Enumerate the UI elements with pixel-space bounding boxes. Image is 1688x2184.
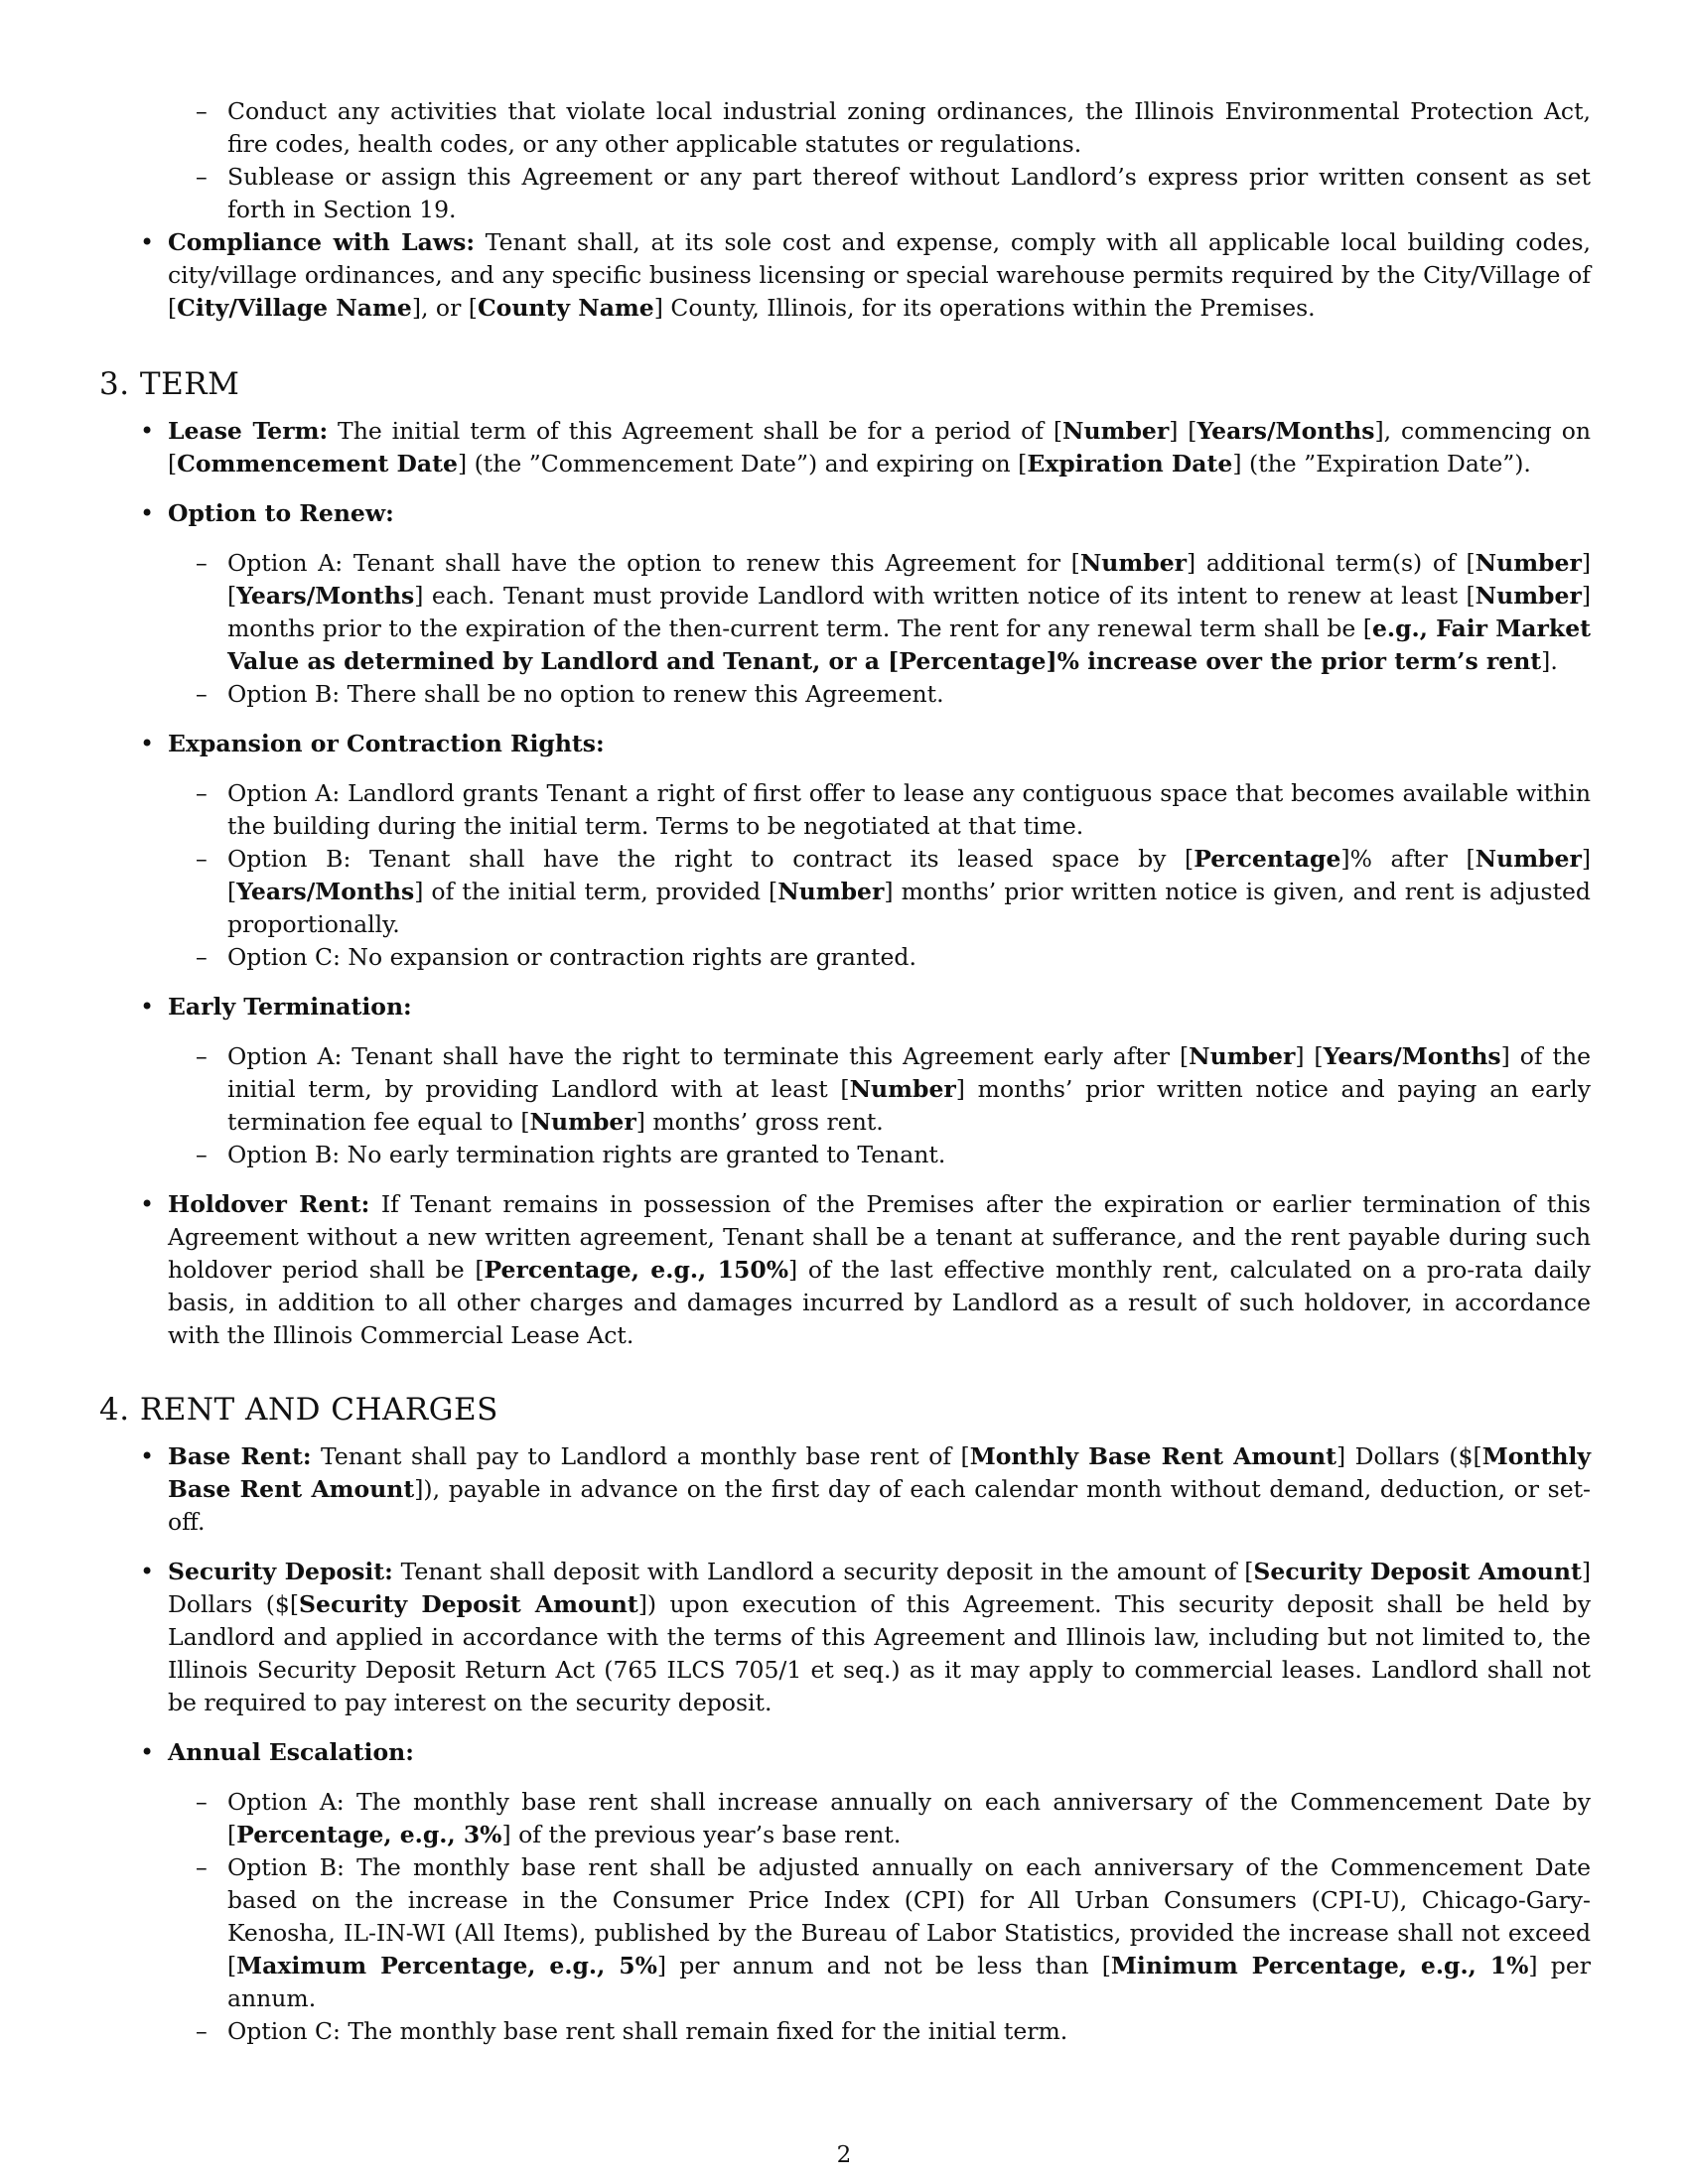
- lease-term-item: • Lease Term: The initial term of this Agreement shall be for a period of [Number] [Years/Months], commencing on [Commencement Date] (the ”Commencement Date”) and expiring on [Expiration Date] (the ”Expiration Date”).: [140, 417, 1591, 478]
- section-heading-term: 3. TERM: [99, 366, 240, 402]
- holdover-rent-item: • Holdover Rent: If Tenant remains in possession of the Premises after the expiration or earlier termination of this Agreement without a new written agreement, Tenant shall be a tenant at sufferance, and the rent payable during such holdover period shall be [Percentage, e.g., 150%] of the last effective monthly rent, calculated on a pro-rata daily basis, in addition to all other charges and damages incurred by Landlord as a result of such holdover, in accordance with the Illinois Commercial Lease Act.: [140, 1190, 1591, 1349]
- section-heading-rent: 4. RENT AND CHARGES: [99, 1392, 498, 1428]
- sub-item: – Option A: Tenant shall have the right to terminate this Agreement early after [Number] [Years/Months] of the initial term, by providing Landlord with at least [Number] months’ prior written notice and paying an early termination fee equal to [Number] months’ gross rent.: [196, 1042, 1592, 1136]
- dash-marker: –: [196, 1141, 208, 1168]
- compliance-item: • Compliance with Laws: Tenant shall, at its sole cost and expense, comply with all applicable local building codes, city/village ordinances, and any specific business licensing or special warehouse permits required by the City/Village of [City/Village Name], or [County Name] County, Illinois, for its operations within the Premises.: [140, 228, 1591, 322]
- dash-marker: –: [196, 97, 208, 125]
- dash-marker: –: [196, 2017, 208, 2045]
- sub-item: – Option C: The monthly base rent shall remain fixed for the initial term.: [99, 2015, 1591, 2048]
- option-to-renew-item: • Option to Renew:: [99, 497, 1591, 530]
- dash-marker: –: [196, 1042, 208, 1070]
- page-content: [99, 95, 1591, 2048]
- sub-item: – Option C: No expansion or contraction rights are granted.: [99, 941, 1591, 974]
- sub-item: – Option B: The monthly base rent shall be adjusted annually on each anniversary of the Commencement Date based on the increase in the Consumer Price Index (CPI) for All Urban Consumers (CPI-U), Chicago-Gary-Kenosha, IL-IN-WI (All Items), published by the Bureau of Labor Statistics, provided the increase shall not exceed [Maximum Percentage, e.g., 5%] per annum and not be less than [Minimum Percentage, e.g., 1%] per annum.: [196, 1853, 1591, 2012]
- dash-marker: –: [196, 845, 208, 873]
- sub-item: – Sublease or assign this Agreement or any part thereof without Landlord’s express prior written consent as set forth in Section 19.: [196, 163, 1591, 223]
- early-termination-item: • Early Termination:: [99, 991, 1591, 1024]
- dash-marker: –: [196, 943, 208, 971]
- bullet-marker: •: [140, 1442, 155, 1470]
- sub-item: – Option B: There shall be no option to renew this Agreement.: [99, 678, 1591, 711]
- bullet-marker: •: [140, 730, 155, 757]
- sub-item: – Option B: Tenant shall have the right to contract its leased space by [Percentage]% after [Number] [Years/Months] of the initial term, provided [Number] months’ prior written notice is given, and rent is adjusted proportionally.: [196, 845, 1591, 938]
- sub-item: – Option A: Landlord grants Tenant a right of first offer to lease any contiguous space that becomes available within the building during the initial term. Terms to be negotiated at that time.: [196, 779, 1591, 840]
- sub-item: – Conduct any activities that violate local industrial zoning ordinances, the Illinois Environmental Protection Act, fire codes, health codes, or any other applicable statutes or regulations.: [196, 97, 1591, 158]
- sub-item: – Option B: No early termination rights are granted to Tenant.: [99, 1139, 1591, 1171]
- bullet-marker: •: [140, 1558, 155, 1585]
- security-deposit-item: • Security Deposit: Tenant shall deposit with Landlord a security deposit in the amount of [Security Deposit Amount] Dollars ($[Security Deposit Amount]) upon execution of this Agreement. This security deposit shall be held by Landlord and applied in accordance with the terms of this Agreement and Illinois law, including but not limited to, the Illinois Security Deposit Return Act (765 ILCS 705/1 et seq.) as it may apply to commercial leases. Landlord shall not be required to pay interest on the security deposit.: [140, 1558, 1591, 1716]
- sub-item: – Option A: Tenant shall have the option to renew this Agreement for [Number] additional term(s) of [Number] [Years/Months] each. Tenant must provide Landlord with written notice of its intent to renew at least [Number] months prior to the expiration of the then-current term. The rent for any renewal term shall be [e.g., Fair Market Value as determined by Landlord and Tenant, or a [Percentage]% increase over the prior term’s rent].: [196, 549, 1592, 675]
- bullet-marker: •: [140, 1190, 155, 1218]
- dash-marker: –: [196, 680, 208, 708]
- bullet-marker: •: [140, 1738, 155, 1766]
- dash-marker: –: [196, 163, 208, 191]
- annual-escalation-item: • Annual Escalation:: [99, 1736, 1591, 1769]
- base-rent-item: • Base Rent: Tenant shall pay to Landlord a monthly base rent of [Monthly Base Rent Amount] Dollars ($[Monthly Base Rent Amount]), payable in advance on the first day of each calendar month without demand, deduction, or set-off.: [140, 1442, 1591, 1536]
- bullet-marker: •: [140, 417, 155, 445]
- dash-marker: –: [196, 1788, 208, 1816]
- sub-item: – Option A: The monthly base rent shall increase annually on each anniversary of the Commencement Date by [Percentage, e.g., 3%] of the previous year’s base rent.: [196, 1788, 1591, 1848]
- expansion-rights-item: • Expansion or Contraction Rights:: [99, 728, 1591, 760]
- bullet-marker: •: [140, 499, 155, 527]
- bullet-marker: •: [140, 993, 155, 1021]
- dash-marker: –: [196, 1853, 208, 1881]
- dash-marker: –: [196, 779, 208, 807]
- dash-marker: –: [196, 549, 208, 577]
- bullet-marker: •: [140, 228, 155, 256]
- page-number: 2: [836, 2142, 852, 2168]
